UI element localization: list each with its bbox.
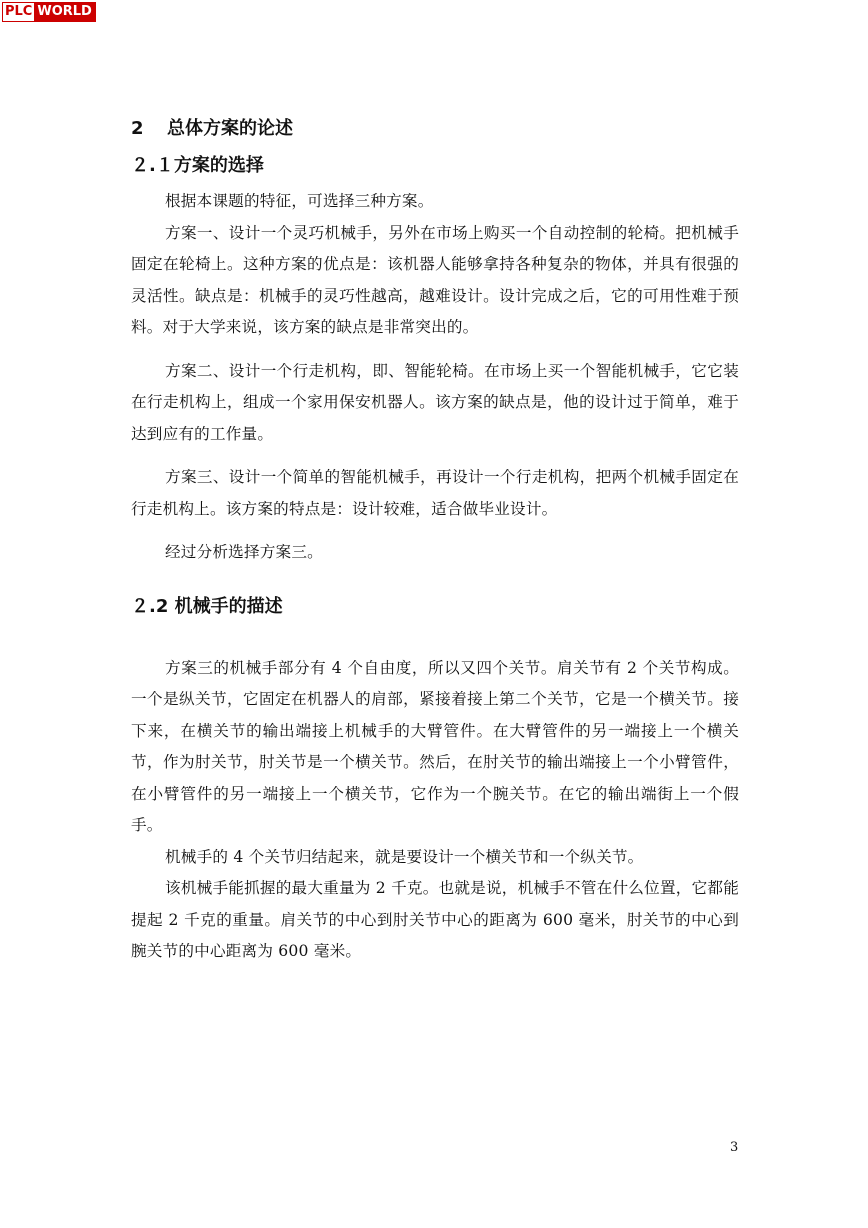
document-body — [131, 112, 739, 968]
section-number: 2 — [131, 118, 144, 139]
section-title: 总体方案的论述 — [167, 118, 293, 139]
logo-text-world: WORLD — [34, 3, 94, 21]
paragraph: 方案一、设计一个灵巧机械手，另外在市场上购买一个自动控制的轮椅。把机械手固定在轮椅上。这种方案的优点是：该机器人能够拿持各种复杂的物体，并具有很强的灵活性。缺点是：机械手的灵巧性越高，越难设计。设计完成之后，它的可用性难于预料。对于大学来说，该方案的缺点是非常突出的。 — [131, 223, 739, 336]
subsection-heading-2-1: ２.１方案的选择 — [131, 155, 264, 176]
subsection-heading-2-2: ２.2 机械手的描述 — [131, 595, 283, 617]
logo-text-plc: PLC — [5, 4, 33, 19]
paragraph: 方案三的机械手部分有 4 个自由度，所以又四个关节。肩关节有 2 个关节构成。一个是纵关节，它固定在机器人的肩部，紧接着接上第二个关节，它是一个横关节。接下来，在横关节的输出端接上机械手的大臂管件。在大臂管件的另一端接上一个横关节，作为肘关节，肘关节是一个横关节。然后，在肘关节的输出端接上一个小臂管件，在小臂管件的另一端接上一个横关节，它作为一个腕关节。在它的输出端街上一个假手。 — [131, 658, 739, 834]
plcworld-logo — [2, 2, 96, 22]
paragraph: 根据本课题的特征，可选择三种方案。 — [165, 192, 434, 210]
paragraph: 方案三、设计一个简单的智能机械手，再设计一个行走机构，把两个机械手固定在行走机构上。该方案的特点是：设计较难，适合做毕业设计。 — [131, 468, 739, 518]
paragraph: 机械手的 4 个关节归结起来，就是要设计一个横关节和一个纵关节。 — [165, 847, 644, 866]
paragraph: 方案二、设计一个行走机构，即、智能轮椅。在市场上买一个智能机械手，它它装在行走机构上，组成一个家用保安机器人。该方案的缺点是，他的设计过于简单，难于达到应有的工作量。 — [131, 361, 739, 443]
paragraph: 该机械手能抓握的最大重量为 2 千克。也就是说，机械手不管在什么位置，它都能提起 2 千克的重量。肩关节的中心到肘关节中心的距离为 600 毫米，肘关节的中心到腕关节的中心距离为 600 毫米。 — [131, 879, 739, 960]
section-heading — [131, 112, 739, 146]
page-number: 3 — [730, 1140, 739, 1155]
paragraph: 经过分析选择方案三。 — [165, 543, 323, 561]
